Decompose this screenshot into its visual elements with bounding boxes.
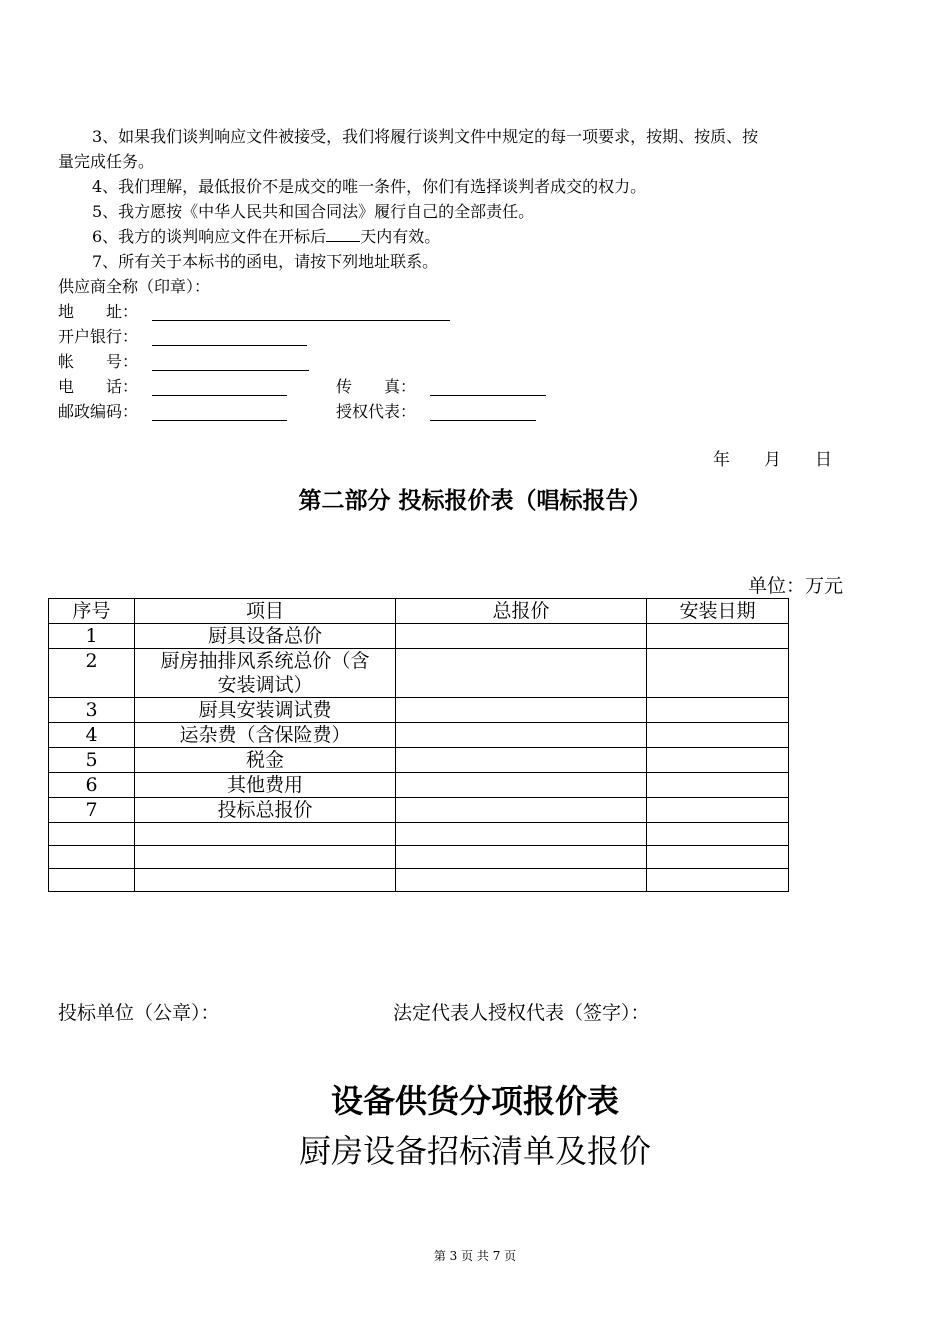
table-row — [49, 624, 789, 649]
header-no: 序号 — [49, 599, 135, 624]
total-price-cell[interactable] — [396, 798, 647, 823]
empty-cell[interactable] — [647, 823, 789, 846]
empty-cell[interactable] — [396, 846, 647, 869]
row-item: 其他费用 — [135, 773, 396, 798]
total-price-cell[interactable] — [396, 624, 647, 649]
bid-quote-table — [48, 598, 789, 892]
phone-field[interactable] — [152, 378, 287, 396]
legal-rep-signature-label: 法定代表人授权代表（签字）： — [393, 1002, 650, 1024]
date-line: 年 月 日 — [713, 450, 832, 470]
install-date-cell[interactable] — [647, 723, 789, 748]
total-price-cell[interactable] — [396, 748, 647, 773]
install-date-cell[interactable] — [647, 649, 789, 698]
address-label: 地 址： — [58, 302, 139, 321]
empty-cell[interactable] — [135, 869, 396, 892]
clause-5: 5、我方愿按《中华人民共和国合同法》履行自己的全部责任。 — [92, 202, 535, 221]
row-item — [135, 649, 396, 698]
total-price-cell[interactable] — [396, 649, 647, 698]
fax-label: 传 真： — [336, 377, 417, 396]
table-row-empty — [49, 846, 789, 869]
table-row — [49, 748, 789, 773]
row-item: 投标总报价 — [135, 798, 396, 823]
row-item: 厨具安装调试费 — [135, 698, 396, 723]
table-row — [49, 798, 789, 823]
bank-label: 开户银行： — [58, 327, 139, 346]
clause-3-line-2: 量完成任务。 — [58, 152, 155, 171]
header-item: 项目 — [135, 599, 396, 624]
row-item: 税金 — [135, 748, 396, 773]
empty-cell[interactable] — [49, 869, 135, 892]
empty-cell[interactable] — [49, 823, 135, 846]
validity-days-blank[interactable] — [326, 224, 360, 242]
install-date-cell[interactable] — [647, 748, 789, 773]
total-price-cell[interactable] — [396, 773, 647, 798]
install-date-cell[interactable] — [647, 698, 789, 723]
row-item-line-1: 厨房抽排风系统总价（含 — [160, 650, 370, 672]
header-total-price: 总报价 — [396, 599, 647, 624]
authorized-rep-field[interactable] — [430, 403, 536, 421]
empty-cell[interactable] — [396, 869, 647, 892]
install-date-cell[interactable] — [647, 798, 789, 823]
clause-6-suffix: 天内有效。 — [360, 227, 441, 246]
install-date-cell[interactable] — [647, 624, 789, 649]
phone-label: 电 话： — [58, 377, 139, 396]
clause-6-prefix: 6、我方的谈判响应文件在开标后 — [92, 227, 327, 246]
total-price-cell[interactable] — [396, 723, 647, 748]
install-date-cell[interactable] — [647, 773, 789, 798]
table-row — [49, 649, 789, 698]
row-item: 厨具设备总价 — [135, 624, 396, 649]
clause-3-line-1: 3、如果我们谈判响应文件被接受，我们将履行谈判文件中规定的每一项要求，按期、按质、按 — [92, 127, 759, 146]
row-no: 6 — [49, 773, 135, 798]
clause-4: 4、我们理解，最低报价不是成交的唯一条件，你们有选择谈判者成交的权力。 — [92, 177, 647, 196]
empty-cell[interactable] — [647, 869, 789, 892]
clause-7: 7、所有关于本标书的函电，请按下列地址联系。 — [92, 252, 439, 271]
row-no: 7 — [49, 798, 135, 823]
row-item-line-2: 安装调试） — [217, 674, 313, 696]
bank-field[interactable] — [152, 328, 307, 346]
header-install-date: 安装日期 — [647, 599, 789, 624]
empty-cell[interactable] — [49, 846, 135, 869]
row-no: 2 — [49, 649, 135, 698]
row-no: 3 — [49, 698, 135, 723]
row-item: 运杂费（含保险费） — [135, 723, 396, 748]
page-footer: 第 3 页 共 7 页 — [433, 1249, 517, 1263]
account-label: 帐 号： — [58, 352, 139, 371]
table-row — [49, 698, 789, 723]
address-field[interactable] — [152, 303, 450, 321]
kitchen-list-title: 厨房设备招标清单及报价 — [298, 1132, 651, 1170]
supplier-name-label: 供应商全称（印章）： — [58, 277, 211, 296]
table-row-empty — [49, 869, 789, 892]
clause-6 — [92, 224, 440, 249]
empty-cell[interactable] — [396, 823, 647, 846]
empty-cell[interactable] — [135, 846, 396, 869]
section-2-title: 第二部分 投标报价表（唱标报告） — [298, 488, 652, 514]
total-price-cell[interactable] — [396, 698, 647, 723]
row-no: 1 — [49, 624, 135, 649]
empty-cell[interactable] — [135, 823, 396, 846]
table-row — [49, 723, 789, 748]
empty-cell[interactable] — [647, 846, 789, 869]
table-header-row — [49, 599, 789, 624]
bidder-seal-label: 投标单位（公章）： — [58, 1002, 220, 1024]
table-row — [49, 773, 789, 798]
row-no: 4 — [49, 723, 135, 748]
supply-quote-title: 设备供货分项报价表 — [330, 1082, 619, 1120]
authorized-rep-label: 授权代表： — [336, 402, 417, 421]
account-field[interactable] — [152, 353, 309, 371]
unit-label: 单位：万元 — [748, 575, 844, 597]
fax-field[interactable] — [430, 378, 546, 396]
postcode-label: 邮政编码： — [58, 402, 139, 421]
table-row-empty — [49, 823, 789, 846]
row-no: 5 — [49, 748, 135, 773]
postcode-field[interactable] — [152, 403, 287, 421]
